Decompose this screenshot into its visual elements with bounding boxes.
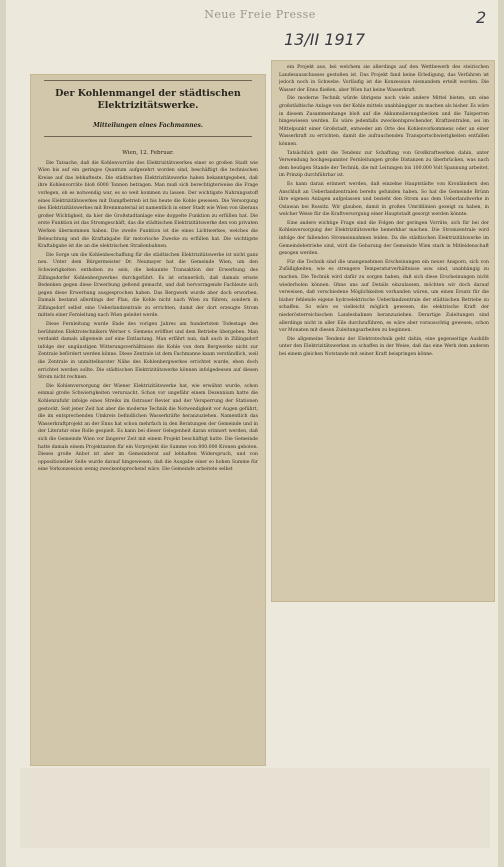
paragraph: Diese Fernleitung wurde Ende des vorigen Jahres am hundertsten Todestage des berühmten Elektrotechnikers Werner v. Siemens eröffnet und dem Betriebe übergeben. Man verdankt damals allgemein auf eine Entlastung. Man erfährt nun, daß auch in Zillingsdorf infolge der ungünstigen Witterungsverhältnisse die Kohle von dem Bergwerke nicht zur Zentrale befördert werden könne. Diese Zentrale ist dem Fachmanne kaum verständlich, weil die Zentrale in unmittelbarster Nähe des Kohlenbergwerkes errichtet wurde, eben doch errichtet werden sollte. Die städtischen Elektrizitätswerke können infolgedessen auf diesen Strom nicht rechnen.	[38, 322, 258, 381]
paragraph: Die moderne Technik würde übrigens noch viele andere Mittel bieten, um eine großstädtische Anlage von der Kohle mittels unabhängiger zu machen als bisher. Es wäre in diesem Zusammenhange bloß auf die Akkumulierungsbecken und die Talsperren hingewiesen werden. Es wäre jedenfalls zweckentsprechender, Kraftzentralen, sei im Mittelpunkt einer Großstadt, entweder am Orte des Kohlenvorkommens oder an einer Wasserkraft zu errichten, damit die aufrauchenden Transportschwierigkeiten entfallen können.	[279, 96, 489, 147]
paragraph: Die Sorge um die Kohlenbeschaffung für die städtischen Elektrizitätswerke ist nicht ganz neu. Unter dem Bürgermeister Dr. Neumayer hat die Gemeinde Wien, um den Schwierigkeiten enthoben zu sein, die bekannte Transaktion der Erwerbung des Zillingsdorfer Kohlenbergwerkes durchgeführt. Es ist erinnerlich, daß damals ernste Bedenken gegen diese Erwerbung geltend gemacht, und daß hervorragende Fachleute sich gegen diese Erwerbung ausgesprochen haben. Das Bergwerk wurde aber doch erworben. Damals bestand allerdings der Plan, die Kohle nicht nach Wien zu führen, sondern in Zillingsdorf selbst eine Ueberlandzentrale zu errichten, damit der dort erzeugte Strom mittels einer Fernleitung nach Wien geleitet werde.	[38, 252, 258, 319]
mount-edge-left	[0, 0, 6, 867]
paragraph: Die allgemeine Tendenz der Elektrotechnik geht dahin, eine gegenseitige Aushilfe unter den Elektrizitätswerken zu schaffen in der Weise, daß das eine Werk dem anderen bei einem gleichen Notstande mit seiner Kraft beispringen könne.	[279, 336, 489, 357]
paragraph: Tatsächlich geht die Tendenz zur Schaffung von Großkraftwerken dahin, unter Verwendung hochgespannter Fernleitungen große Distanzen zu überbrücken, was nach dem heutigen Stande der Technik, die mit Leitungen bis 100.000 Volt Spannung arbeitet, im Prinzip durchführbar ist.	[279, 150, 489, 179]
paragraph: ein Projekt aus, bei welchem sie allerdings auf den Wettbewerb des steirischen Landesausschusses gestoßen ist. Das Projekt fand keine Erledigung, das Verfahren ist jedoch noch in Schwebe. Vorläufig ist die Konzession niemandem erteilt worden. Die Wasser der Enns fließen, aber Wien hat keine Wasserkraft.	[279, 65, 489, 93]
mount-edge-right	[498, 0, 504, 867]
article-heading	[38, 78, 258, 142]
article-dateline: Wien, 12. Februar.	[122, 150, 174, 156]
paragraph: Für die Technik sind die unangenehmen Erscheinungen ein neuer Ansporn, sich von Zufälligkeiten, wie es strengere Temperaturverhältnisse usw. sind, unabhängig zu machen. Die Technik wird dafür zu sorgen haben, daß sich diese Erscheinungen nicht wiederholen können. Ohne uns auf Details einzulassen, möchten wir doch darauf verweisen, daß verschiedene Möglichkeiten vorhanden wären, um einen Ersatz für die bisher fehlende eigene hydroelektrische Ueberlandzentrale der städtischen Betriebe zu schaffen. So wäre es vielleicht möglich gewesen, die elektrische Kraft der niederösterreichischen Landesbahnen heranzuziehen. Derartige Zuleitungen sind allerdings nicht in aller Eile durchzuführen, es wäre aber vorausschtig gewesen, schon vor Monaten mit diesen Zuleitungsarbeiten zu beginnen.	[279, 259, 489, 334]
handwritten-date: 13/II 1917	[284, 30, 365, 49]
newspaper-masthead: Neue Freie Presse	[204, 8, 316, 21]
paragraph: Es kann daran erinnert werden, daß einzelne Hauptstädte von Kronländern den Anschluß an Ueberlandzentralen bereits gefunden haben. So hat die Gemeinde Brünn ihre eigenen Anlagen aufgelassen und bezieht den Strom aus dem Ueberlandwerke in Oslawan bei Rossitz. Wir glauben, damit in großen Umrißlinien gezeigt zu haben, in welcher Weise für die Kraftversorgung einer Hauptstadt gesorgt werden könnte.	[279, 181, 489, 218]
article-title: Der Kohlenmangel der städtischen Elektrizitätswerke.	[55, 88, 241, 111]
article-subtitle: Mitteilungen eines Fachmannes.	[93, 122, 203, 129]
title-rule-top	[44, 80, 252, 81]
handwritten-page-number: 2	[476, 8, 487, 27]
article-column-left	[38, 150, 258, 762]
paragraph: Die Tatsache, daß die Kohlenvorräte des Elektrizitätswerkes einer so großen Stadt wie Wien bis auf ein geringes Quantum aufgezehrt worden sind, beschäftigt die technischen Kreise auf das lebhafteste. Die städtischen Elektrizitätswerke haben bekanntgegeben, daß ihre Kohlenvorräte bloß 6000 Tonnen betragen. Man muß sich berechtigterweise die Frage vorlegen, ob es notwendig war, es so weit kommen zu lassen. Der wichtigste Nahrungsstoff eines Elektrizitätswerkes mit Dampfbetrieb ist bis heute die Kohle gewesen. Die Versorgung des Elektrizitätswerkes mit Brennmaterial ist namentlich in einer Stadt wie Wien von überaus großer Wichtigkeit, da hier die Großstadtanlage eine doppelte Funktion zu erfüllen hat. Die erste Funktion ist das Stromgeschäft, das die städtischen Elektrizitätswerke den von privaten Werken übernommen haben. Die zweite Funktion ist die eines Lichtwerkes, welches die Beleuchtung und die Kraftabgabe für motorische Zwecke zu erfüllen hat. Die wichtigste Kraftabgabe ist die an die elektrischen Straßenbahnen.	[38, 160, 258, 250]
paragraph: Eine andere wichtige Frage sind die Folgen der geringen Vorräte, sich für bei der Kohlenversorgung der Elektrizitätswerke bemerkbar machen. Die Stromzentrale wird infolge der fallenden Stromeinnahmen leiden. Da die städtischen Elektrizitätswerke im Gemeindebetriebe sind, wird die Gebarung der Gemeinde Wien stark in Mitleidenschaft gezogen werden.	[279, 220, 489, 257]
mount-bottom-area	[20, 768, 490, 848]
paragraph: Die Kohlenversorgung der Wiener Elektrizitätswerke hat, wie erwähnt wurde, schon einmal große Schwierigkeiten verursacht. Schon vor ungefähr einem Dezennium hatte die Kohlenzufuhr infolge eines Streiks im Ostrauer Revier und der Versperrung der Stationen gestockt. Seit jener Zeit hat aber die moderne Technik die Notwendigkeit vor Augen geführt, die im entsprechenden Umkreis befindlichen Wasserkräfte heranzuziehen. Namentlich das Wasserkraftprojekt an der Enns hat schon mehrfach in den Beratungen der Gemeinde und in der Literatur eine Rolle gespielt. Es kann bei dieser Gelegenheit daran erinnert werden, daß sich die Gemeinde Wien vor längerer Zeit mit einem Projekt beschäftigt hatte. Die Gemeinde hatte damals einem Projektanten für ein Vorprojekt die Summe von 800.000 Kronen geboten. Dieses große Anbot ist aber im Gemeinderat auf lebhaften Widerspruch, und von oppositioneller Seite wurde darauf hingewiesen, daß die Ausgabe einer so hohen Summe für eine Vorkonzession wenig zweckentsprechend wäre. Die Gemeinde arbeitete selbst	[38, 383, 258, 473]
article-column-right	[279, 64, 489, 598]
subtitle-rule	[44, 136, 252, 137]
